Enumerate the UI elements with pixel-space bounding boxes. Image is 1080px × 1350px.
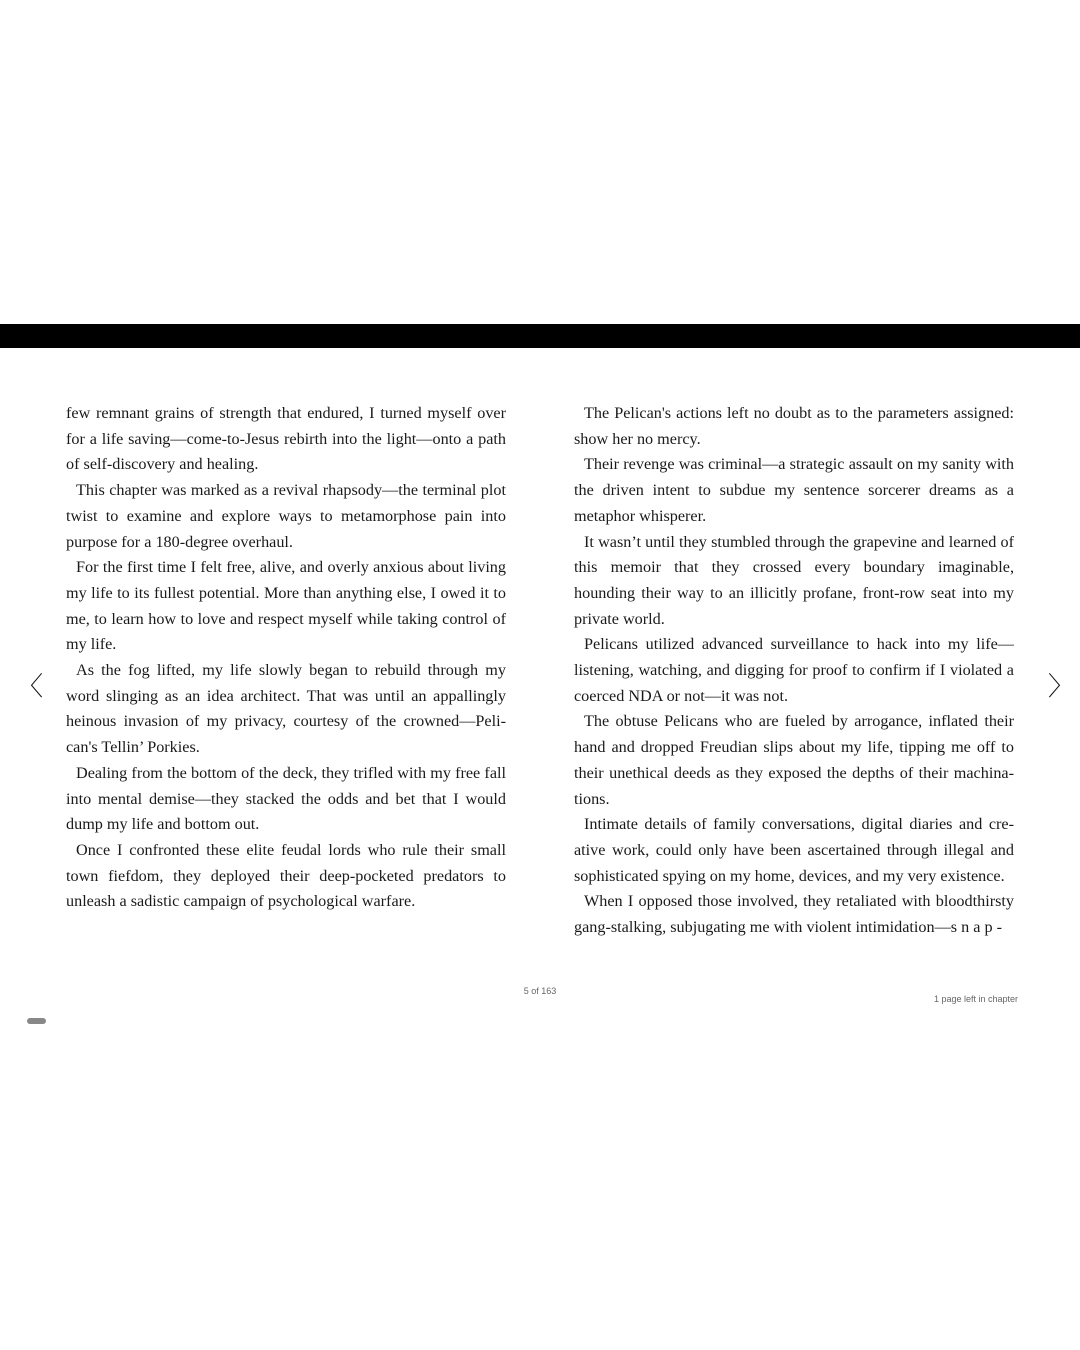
paragraph: Once I confronted these elite feudal lords who rule their small town fiefdom, they deployed their deep-pocketed predators to unleash a sadistic campaign of psychological warfare. bbox=[66, 840, 506, 911]
page-counter: 5 of 163 bbox=[523, 986, 557, 996]
paragraph: few remnant grains of strength that endured, I turned myself over for a life saving—come-to-Jesus rebirth into the light—onto a path of self-discovery and healing. bbox=[66, 404, 506, 474]
paragraph: Pelicans utilized advanced surveillance to hack into my life—listening, watching, and digging for proof to confirm if I violated a coerced NDA or not—it was not. bbox=[574, 635, 1014, 705]
paragraph: The obtuse Pelicans who are fueled by arrogance, inflated their hand and dropped Freudian slips about my life, tipping me off to their unethical deeds as they exposed the depths of their machina-tions. bbox=[574, 712, 1014, 808]
paragraph: As the fog lifted, my life slowly began to rebuild through my word slinging as an idea architect. That was until an appallingly heinous invasion of my privacy, courtesy of the crowned—Peli-can's Tellin’ Porkies. bbox=[66, 661, 506, 757]
paragraph: Dealing from the bottom of the deck, they trifled with my free fall into mental demise—they stacked the odds and bet that I would dump my life and bottom out. bbox=[66, 763, 506, 834]
right-page bbox=[574, 401, 1014, 941]
paragraph: This chapter was marked as a revival rhapsody—the terminal plot twist to examine and explore ways to metamorphose pain into purpose for a 180-degree overhaul. bbox=[66, 481, 506, 551]
next-page-icon[interactable]: 〉 bbox=[1048, 672, 1075, 702]
paragraph: The Pelican's actions left no doubt as to the parameters assigned: show her no mercy. bbox=[574, 404, 1014, 448]
paragraph: For the first time I felt free, alive, and overly anxious about living my life to its fullest potential. More than anything else, I owed it to me, to learn how to love and respect myself while taking control of my life. bbox=[66, 558, 506, 654]
previous-page-icon[interactable]: 〈 bbox=[17, 672, 44, 702]
chapter-remaining-label: 1 page left in chapter bbox=[933, 994, 1018, 1004]
paragraph: Intimate details of family conversations, digital diaries and cre-ative work, could only have been ascertained through illegal and sophisticated spying on my home, devices, and my very existence. bbox=[574, 815, 1014, 885]
drag-handle[interactable] bbox=[27, 1018, 46, 1024]
paragraph: When I opposed those involved, they retaliated with bloodthirsty gang-stalking, subjugating me with violent intimidation—s n a p - bbox=[574, 892, 1014, 937]
left-page bbox=[66, 401, 506, 915]
paragraph: Their revenge was criminal—a strategic assault on my sanity with the driven intent to subdue my sentence sorcerer dreams as a metaphor whisperer. bbox=[574, 455, 1014, 525]
top-bar bbox=[0, 324, 1080, 348]
paragraph: It wasn’t until they stumbled through the grapevine and learned of this memoir that they crossed every boundary imaginable, hounding their way to an illicitly profane, front-row seat into my private world. bbox=[574, 532, 1014, 628]
